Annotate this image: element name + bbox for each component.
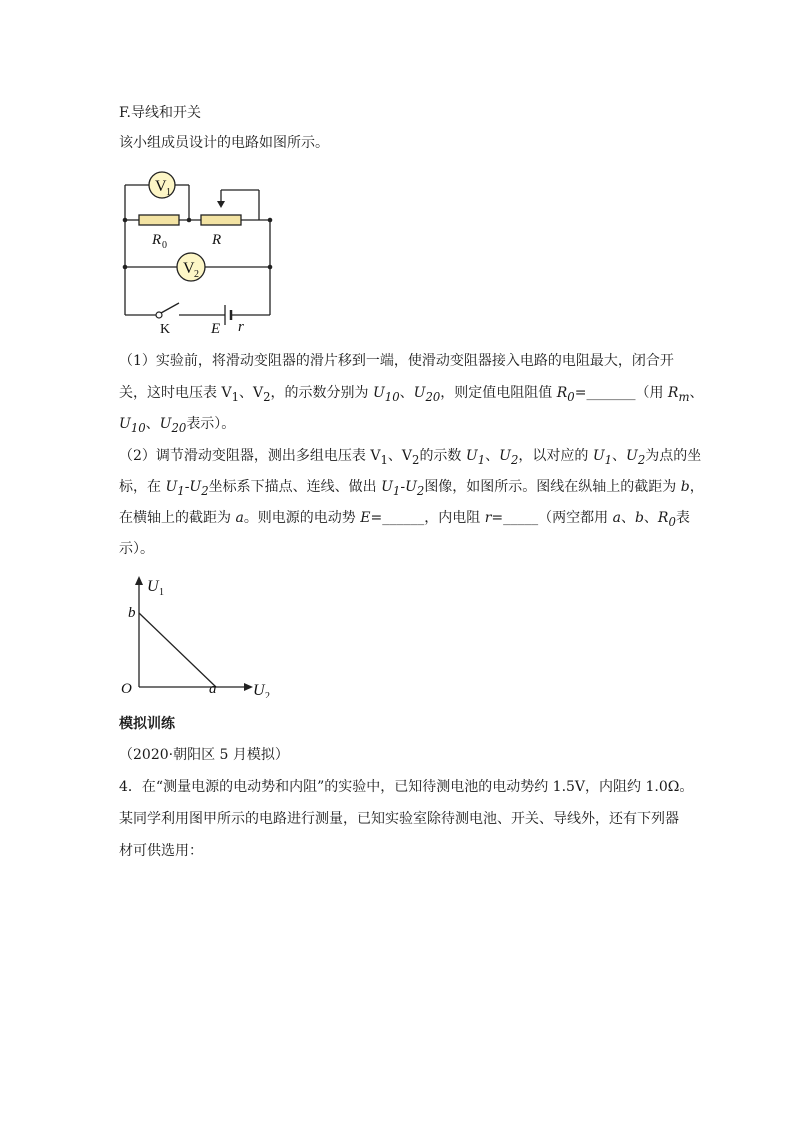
r-label: R [212, 232, 222, 248]
e-label: E [211, 321, 221, 337]
rheostat-r [201, 215, 241, 225]
svg-text:0: 0 [162, 240, 167, 251]
source-line: （2020·朝阳区 5 月模拟） [119, 747, 289, 763]
question-2-line-1: （2）调节滑动变阻器，测出多组电压表 $V_1$、$V_2$的示数 $U_1$、$U_2$，以对应的 $U_1$、$U_2$为点的坐 [119, 448, 702, 467]
text-line-1: F.导线和开关 [119, 105, 201, 121]
r0-label: R [152, 232, 162, 248]
y-axis-arrow [135, 576, 143, 585]
internal-r-label: r [238, 319, 244, 335]
resistor-r0 [139, 215, 179, 225]
question-2-line-4: 示）。 [119, 541, 154, 557]
question-4-line-1: 4．在“测量电源的电动势和内阻”的实验中，已知待测电池的电动势约 1.5V，内阻约 1.0Ω。 [119, 779, 694, 795]
svg-text:2: 2 [265, 691, 270, 698]
switch-k [156, 312, 162, 318]
x-axis-label: U [253, 682, 265, 698]
text-line-2: 该小组成员设计的电路如图所示。 [119, 135, 329, 151]
origin-label: O [121, 681, 132, 697]
svg-text:1: 1 [166, 187, 171, 198]
question-2-line-3: 在横轴上的截距为 a。则电源的电动势 E=______，内电阻 r=_____（两空都用 a、b、$R_0$表 [119, 510, 690, 529]
u1-u2-line [139, 613, 216, 687]
question-4-line-3: 材可供选用： [119, 843, 203, 859]
v2-label: V [183, 260, 195, 277]
b-intercept-label: b [128, 605, 136, 621]
question-1-line-1: （1）实验前，将滑动变阻器的滑片移到一端，使滑动变阻器接入电路的电阻最大，闭合开 [119, 353, 674, 369]
practice-heading: 模拟训练 [119, 716, 175, 732]
circuit-diagram [119, 168, 319, 338]
svg-text:1: 1 [159, 587, 164, 598]
a-intercept-label: a [209, 681, 217, 697]
y-axis-label: U [147, 578, 159, 595]
question-4-line-2: 某同学利用图甲所示的电路进行测量，已知实验室除待测电池、开关、导线外，还有下列器 [119, 811, 679, 827]
x-axis-arrow [244, 683, 253, 691]
question-2-line-2: 标，在 $U_1-U_2$坐标系下描点、连线、做出 $U_1-U_2$图像，如图所示。图线在纵轴上的截距为 b， [119, 479, 704, 498]
v1-label: V [155, 178, 167, 195]
question-1-line-2: 关，这时电压表 $V_1$、$V_2$，的示数分别为 $U_{10}$、$U_{20}$，则定值电阻阻值 $R_0=\_\_\_\_\_\_\_$（用 $R_m$、 [119, 385, 704, 404]
u1-u2-graph [119, 573, 289, 698]
k-label: K [160, 322, 171, 337]
svg-text:2: 2 [194, 269, 199, 280]
question-1-line-3: $U_{10}$、$U_{20}$表示）。 [119, 416, 236, 435]
